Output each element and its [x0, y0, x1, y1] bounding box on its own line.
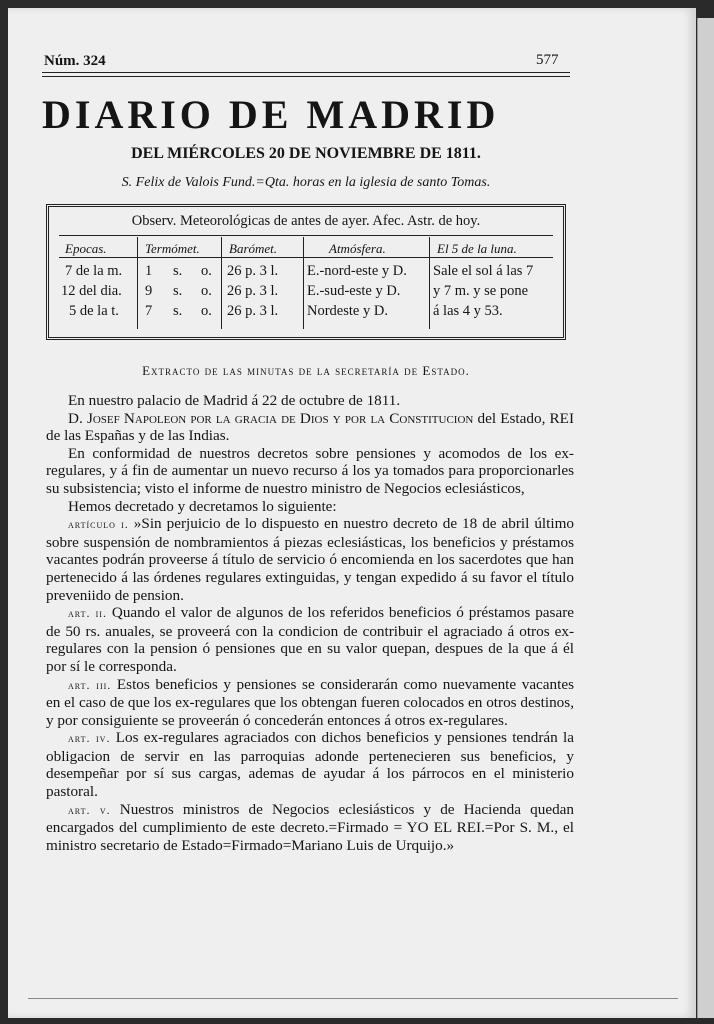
row2-atm: E.-sud-este y D.: [307, 283, 401, 299]
row3-term-c: o.: [201, 303, 212, 319]
meteo-rule-2: [59, 257, 553, 258]
col-header-barometro: Barómet.: [229, 241, 278, 256]
row2-barom: 26 p. 3 l.: [227, 283, 279, 299]
paragraph-king-title: [46, 410, 574, 445]
row3-term-b: s.: [173, 303, 183, 319]
row2-term-b: s.: [173, 283, 183, 299]
row3-astr: á las 4 y 53.: [433, 303, 503, 319]
article-3-label: art. iii.: [68, 677, 112, 692]
row2-epoca: 12 del dia.: [61, 283, 122, 299]
article-3-text: Estos beneficios y pensiones se considerarán como nuevamente vacantes en el caso de que los ex-regulares que los obtengan fueren colocados en otros destinos, y por consiguiente se proveerán ó concederán entonces á otros ex-regulares.: [46, 675, 575, 729]
row2-astr: y 7 m. y se pone: [433, 283, 529, 299]
row1-term-b: s.: [173, 263, 183, 279]
header-rule-top: [42, 72, 570, 73]
row3-atm: Nordeste y D.: [307, 303, 388, 319]
row1-term-a: 1: [145, 263, 153, 279]
paragraph-preamble: En conformidad de nuestros decretos sobre pensiones y acomodos de los ex-regulares, y á fin de aumentar un nuevo recurso á los ya tomados para proporcionarles su subsistencia; visto el informe de nuestro ministro de Negocios eclesiásticos,: [46, 444, 574, 497]
article-5-label: art. v.: [68, 802, 111, 817]
paragraph-dateline: En nuestro palacio de Madrid á 22 de octubre de 1811.: [68, 392, 401, 409]
king-title-name: Josef Napoleon por la gracia de Dios y por la Constitucion: [86, 409, 474, 427]
meteo-rule-1: [59, 235, 553, 236]
meteo-col-divider: [303, 237, 304, 329]
article-2-label: art. ii.: [68, 606, 107, 621]
row1-epoca: 7 de la m.: [65, 263, 123, 279]
article-2: [46, 604, 574, 675]
row3-epoca: 5 de la t.: [69, 303, 119, 319]
issue-number: Núm. 324: [44, 53, 106, 69]
article-body: [46, 392, 574, 854]
row2-term-a: 9: [145, 283, 153, 299]
col-header-termometro: Termómet.: [145, 241, 200, 256]
row2-term-c: o.: [201, 283, 212, 299]
article-1-text: »Sin perjuicio de lo dispuesto en nuestro decreto de 18 de abril último sobre suspensión de nombramientos á piezas eclesiásticas, los beneficios y préstamos vacantes podrán proveerse á título de servicio ó encomienda en los sacerdotes que han pertenecido á las órdenes regulares extinguidas, y tengan expedido á su favor el título preveniido de pension.: [46, 515, 575, 604]
article-4-text: Los ex-regulares agraciados con dichos beneficios y pensiones tendrán la obligacion de servir en las parroquias adonde pertenecieren sus beneficios, y desempeñar por sí sus cargas, ademas de ayudar á los párrocos en el ministerio pastoral.: [46, 729, 574, 801]
extract-heading: Extracto de las minutas de la secretaría de Estado.: [142, 363, 470, 378]
page-number: 577: [536, 52, 559, 68]
row1-barom: 26 p. 3 l.: [227, 263, 279, 279]
col-header-luna: El 5 de la luna.: [437, 241, 517, 256]
date-line: DEL MIÉRCOLES 20 DE NOVIEMBRE DE 1811.: [131, 145, 481, 162]
meteo-col-divider: [429, 237, 430, 329]
row3-barom: 26 p. 3 l.: [227, 303, 279, 319]
saint-line: S. Felix de Valois Fund.=Qta. horas en la iglesia de santo Tomas.: [121, 175, 491, 190]
article-2-text: Quando el valor de algunos de los referidos beneficios ó préstamos pasare de 50 rs. anuales, se proveerá con la condicion de contribuir el agraciado á otros ex-regulares con la pension ó pensiones que en su valor quepan, despues de la que á él por sí le corresponda.: [46, 604, 574, 675]
meteo-heading: Observ. Meteorológicas de antes de ayer. Afec. Astr. de hoy.: [131, 213, 481, 229]
paragraph-decree: Hemos decretado y decretamos lo siguiente:: [68, 497, 337, 515]
page-bottom-edge: [28, 998, 678, 999]
col-header-atmosfera: Atmósfera.: [329, 241, 386, 256]
article-3: [46, 676, 574, 730]
newspaper-page: [8, 8, 696, 1018]
row1-term-c: o.: [201, 263, 212, 279]
header-rule-bottom: [42, 76, 570, 77]
col-header-epocas: Epocas.: [65, 241, 107, 256]
row1-astr: Sale el sol á las 7: [433, 263, 534, 279]
article-5-text: Nuestros ministros de Negocios eclesiásticos y de Hacienda quedan encargados del cumplimiento de este decreto.=Firmado = YO EL REI.=Por S. M., el ministro secretario de Estado=Firmado=Mariano Luis de Urquijo.»: [46, 800, 574, 854]
meteo-col-divider: [137, 237, 138, 329]
article-4-label: art. iv.: [68, 731, 111, 746]
row1-atm: E.-nord-este y D.: [307, 263, 407, 279]
king-title-prefix: D.: [68, 409, 87, 427]
page-edge: [697, 18, 714, 1018]
masthead-title: DIARIO DE MADRID: [42, 92, 500, 137]
row3-term-a: 7: [145, 303, 153, 319]
king-title-suffix: del Estado, REI de las Españas y de las Indias.: [46, 409, 575, 445]
meteo-col-divider: [221, 237, 222, 329]
article-1: [46, 515, 574, 604]
article-4: [46, 729, 574, 800]
meteorological-table: [46, 204, 566, 340]
article-1-label: artículo i.: [68, 517, 129, 532]
article-5: [46, 801, 574, 855]
